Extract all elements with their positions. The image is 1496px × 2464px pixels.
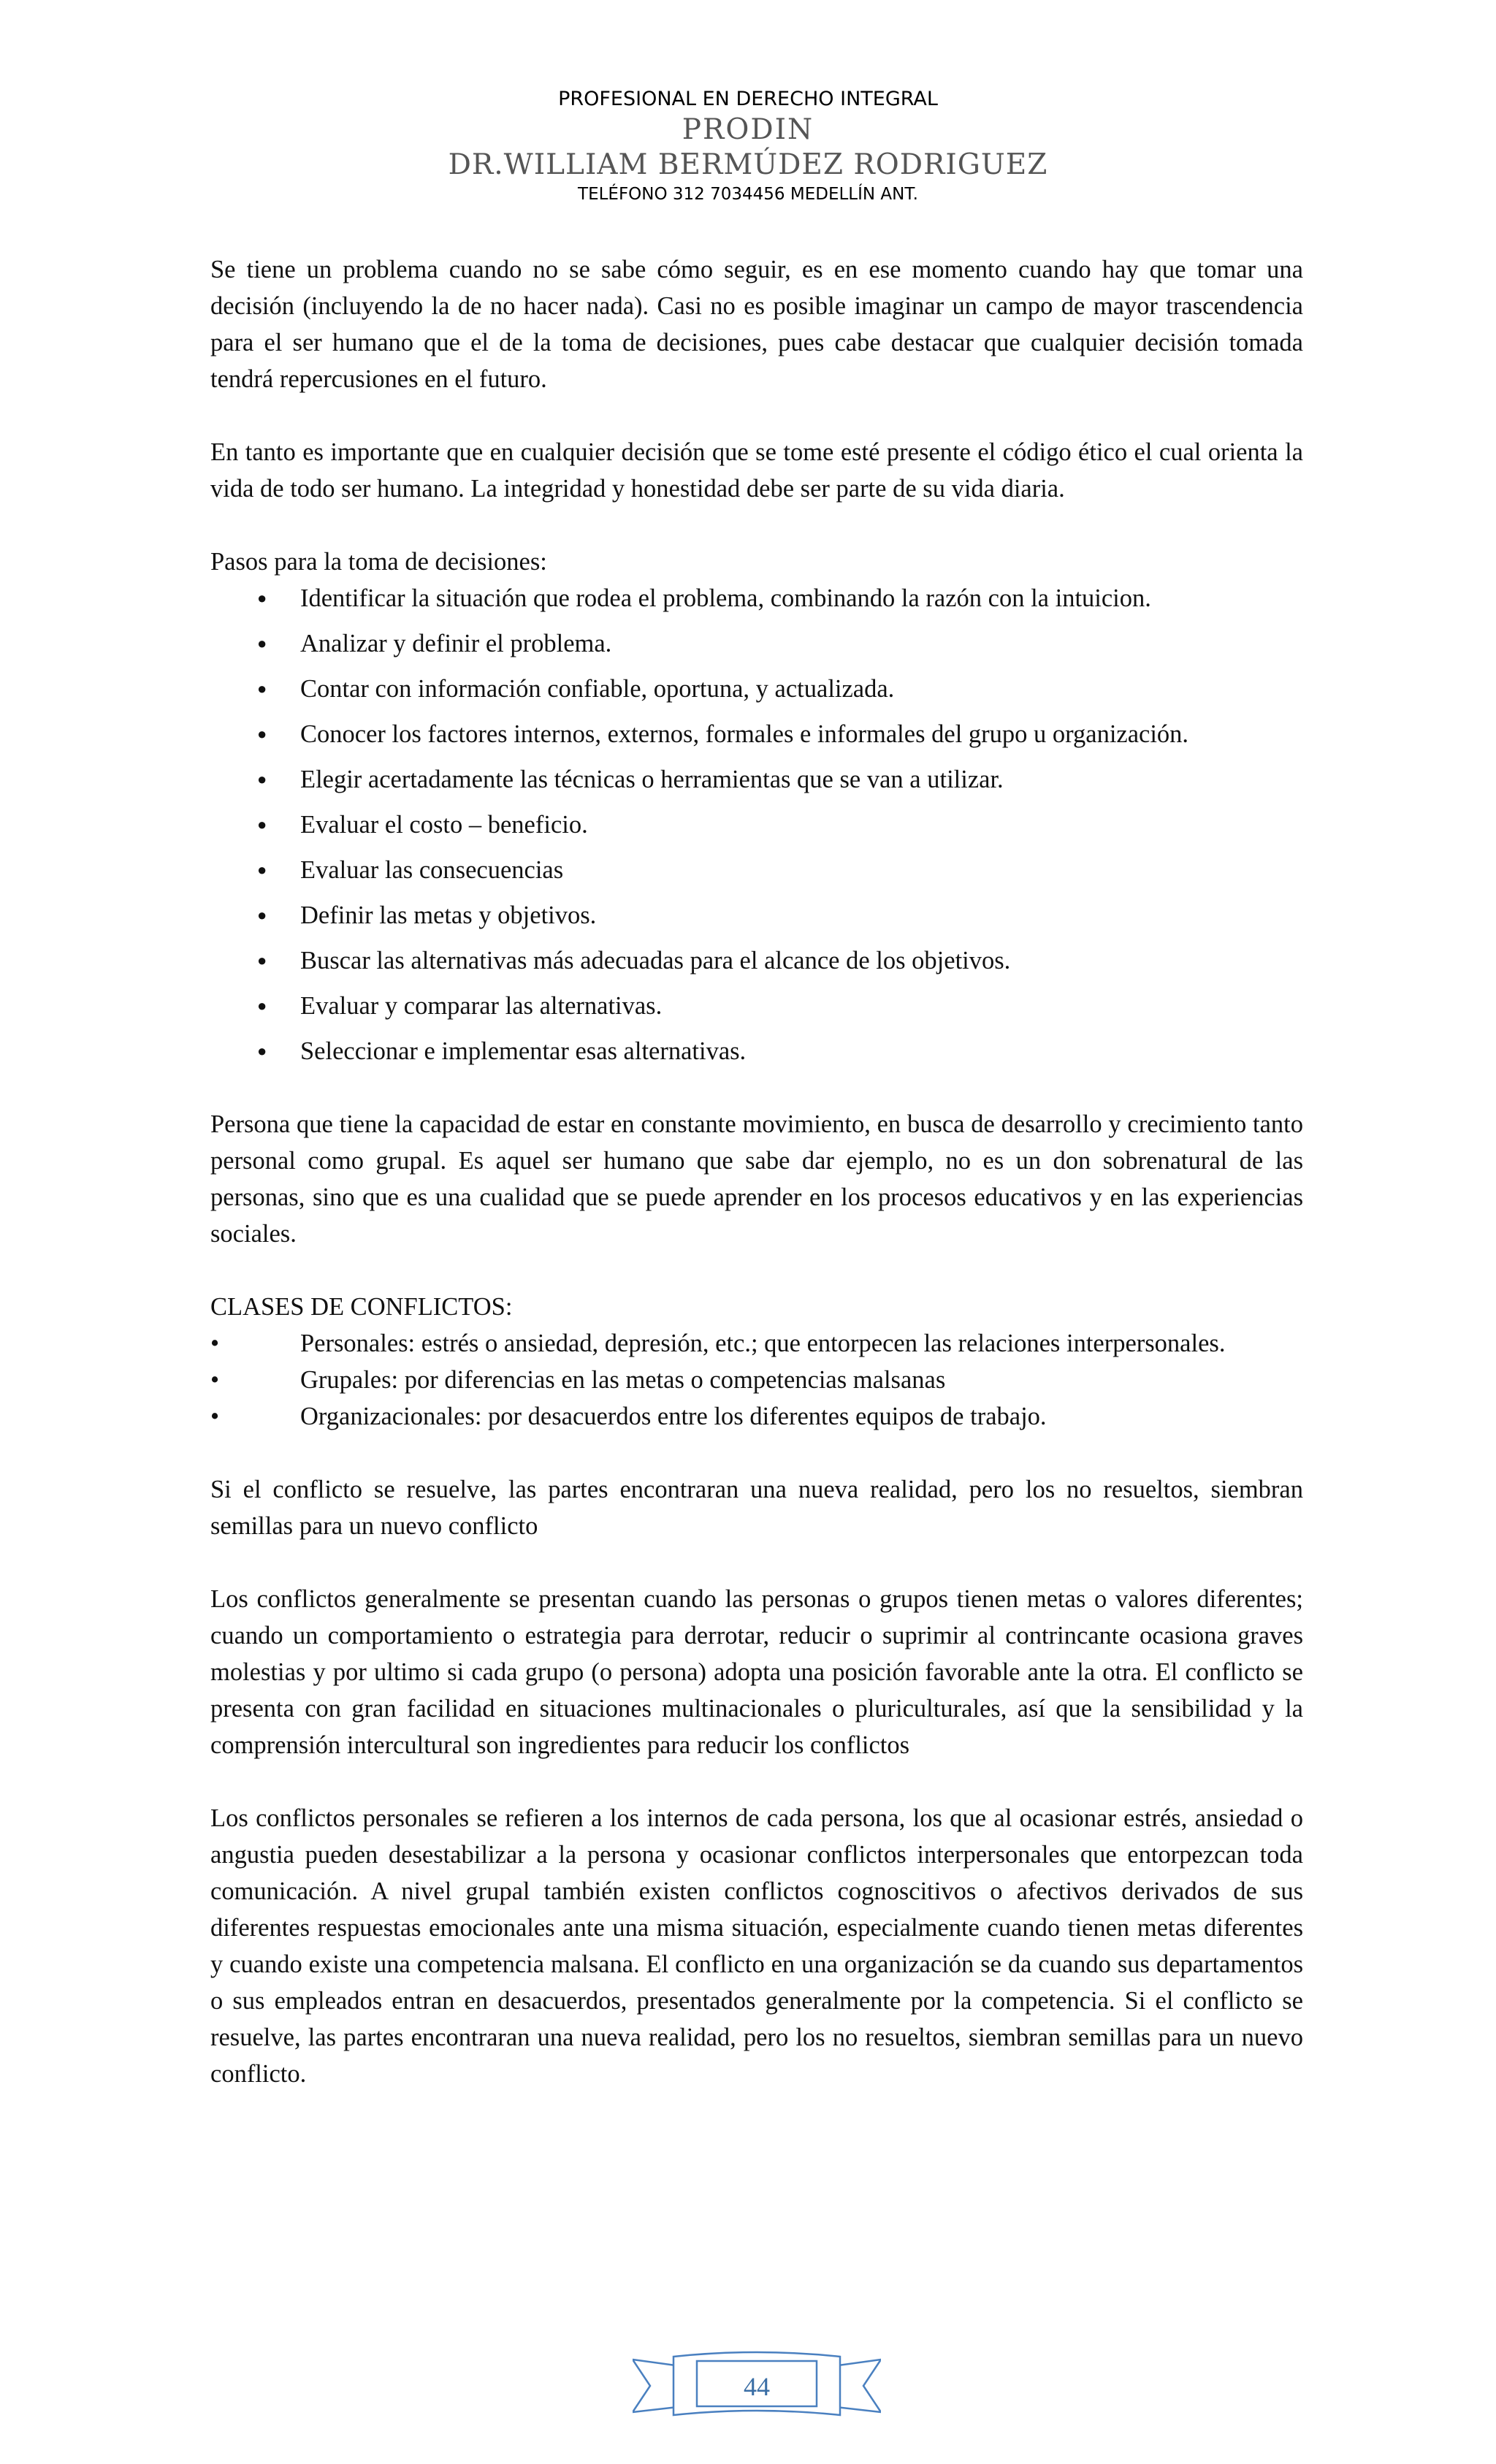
page-number: 44 <box>744 2372 770 2401</box>
list-item: ● Analizar y definir el problema. <box>210 625 1303 662</box>
steps-title: Pasos para la toma de decisiones: <box>210 548 547 576</box>
bullet-glyph: • <box>210 1330 220 1357</box>
list-item <box>210 1398 1303 1435</box>
list-item: ● Seleccionar e implementar esas alternativas. <box>210 1033 1303 1069</box>
list-item: ● Contar con información confiable, oportuna, y actualizada. <box>210 671 1303 707</box>
list-item: ● Evaluar el costo – beneficio. <box>210 806 1303 843</box>
page-number-ribbon <box>633 2351 881 2417</box>
document-body <box>210 251 1303 2092</box>
header-brand: PRODIN <box>682 113 814 146</box>
list-item: ● Definir las metas y objetivos. <box>210 897 1303 934</box>
letterhead <box>0 86 1496 206</box>
conflict-class-text: Organizacionales: por desacuerdos entre los diferentes equipos de trabajo. <box>300 1403 1047 1430</box>
paragraph-causes: Los conflictos generalmente se presentan cuando las personas o grupos tienen metas o valores diferentes; cuando un comportamiento o estrategia para derrotar, reducir o suprimir al contrincante ocasiona graves molestias y por ultimo si cada grupo (o persona) adopta una posición favorable ante la otra. El conflicto se presenta con gran facilidad en situaciones multinacionales o pluriculturales, así que la sensibilidad y la comprensión intercultural son ingredientes para reducir los conflictos <box>210 1585 1303 1759</box>
paragraph-resolution: Si el conflicto se resuelve, las partes encontraran una nueva realidad, pero los no resueltos, siembran semillas para un nuevo conflicto <box>210 1476 1303 1540</box>
header-name: DR.WILLIAM BERMÚDEZ RODRIGUEZ <box>448 148 1048 181</box>
paragraph-leader: Persona que tiene la capacidad de estar en constante movimiento, en busca de desarrollo y crecimiento tanto personal como grupal. Es aquel ser humano que sabe dar ejemplo, no es un don sobrenatural de las personas, sino que es una cualidad que se puede aprender en los procesos educativos y en las experiencias sociales. <box>210 1110 1303 1248</box>
list-item: ● Buscar las alternativas más adecuadas para el alcance de los objetivos. <box>210 942 1303 979</box>
list-item: ● Elegir acertadamente las técnicas o herramientas que se van a utilizar. <box>210 761 1303 798</box>
paragraph-ethics: En tanto es importante que en cualquier decisión que se tome esté presente el código ético el cual orienta la vida de todo ser humano. La integridad y honestidad debe ser parte de su vida diaria. <box>210 438 1303 503</box>
conflict-class-text: Personales: estrés o ansiedad, depresión, etc.; que entorpecen las relaciones interpersonales. <box>300 1330 1226 1357</box>
list-item: ● Evaluar y comparar las alternativas. <box>210 988 1303 1024</box>
bullet-glyph: • <box>210 1403 220 1430</box>
list-item: ● Conocer los factores internos, externos, formales e informales del grupo u organización. <box>210 716 1303 752</box>
bullet-glyph: • <box>210 1366 220 1394</box>
list-item <box>210 1362 1303 1398</box>
conflict-classes-list <box>210 1325 1303 1435</box>
header-profession: PROFESIONAL EN DERECHO INTEGRAL <box>558 88 938 110</box>
paragraph-personal-conflicts: Los conflictos personales se refieren a los internos de cada persona, los que al ocasionar estrés, ansiedad o angustia pueden desestabilizar a la persona y ocasionar conflictos interpersonales que entorpezcan toda comunicación. A nivel grupal también existen conflictos cognoscitivos o afectivos derivados de sus diferentes respuestas emocionales ante una misma situación, especialmente cuando tienen metas diferentes y cuando existe una competencia malsana. El conflicto en una organización se da cuando sus departamentos o sus empleados entran en desacuerdos, presentados generalmente por la competencia. Si el conflicto se resuelve, las partes encontraran una nueva realidad, pero los no resueltos, siembran semillas para un nuevo conflicto. <box>210 1804 1303 2088</box>
header-phone: TELÉFONO 312 7034456 MEDELLÍN ANT. <box>578 185 918 204</box>
paragraph-problem: Se tiene un problema cuando no se sabe cómo seguir, es en ese momento cuando hay que tomar una decisión (incluyendo la de no hacer nada). Casi no es posible imaginar un campo de mayor trascendencia para el ser humano que el de la toma de decisiones, pues cabe destacar que cualquier decisión tomada tendrá repercusiones en el futuro. <box>210 256 1303 393</box>
conflict-class-text: Grupales: por diferencias en las metas o competencias malsanas <box>300 1366 946 1394</box>
list-item <box>210 1325 1303 1362</box>
list-item: ● Evaluar las consecuencias <box>210 852 1303 888</box>
steps-list <box>210 580 1303 1069</box>
classes-title: CLASES DE CONFLICTOS: <box>210 1293 513 1321</box>
list-item: ● Identificar la situación que rodea el problema, combinando la razón con la intuicion. <box>210 580 1303 617</box>
